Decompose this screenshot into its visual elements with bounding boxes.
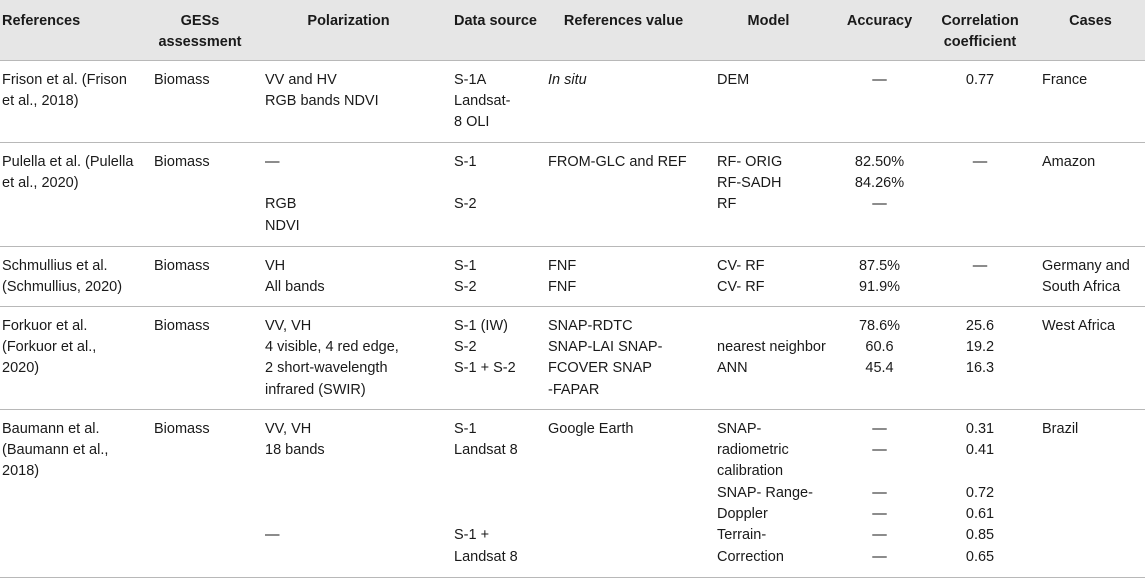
cell-line: S-1 + S-2	[454, 360, 516, 377]
cell-line: RGB bands NDVI	[265, 92, 379, 109]
cell-line: Biomass	[154, 153, 210, 170]
cell-line: Google Earth	[548, 420, 634, 437]
cell-correlation	[924, 246, 1036, 306]
cell-line: S-1	[454, 153, 477, 170]
cell-line: RF- ORIG	[717, 153, 783, 170]
cell-line: S-1	[454, 257, 477, 274]
cell-line	[835, 461, 924, 482]
cell-line: Forkuor et al.	[2, 317, 88, 334]
cell-line: 91.9%	[858, 278, 901, 295]
cell-line: 78.6%	[858, 317, 901, 334]
cell-correlation	[924, 60, 1036, 142]
header-correlation-coefficient: Correlation coefficient	[941, 13, 1019, 50]
cell-ges-assessment	[149, 409, 251, 577]
cell-line: S-2	[454, 338, 477, 355]
cell-line: 0.85	[965, 527, 995, 544]
cell-reference	[0, 409, 149, 577]
cell-line: calibration	[717, 463, 784, 480]
table-row	[0, 306, 1145, 409]
cell-line: In situ	[548, 71, 587, 88]
cell-line: VV and HV	[265, 71, 337, 88]
cell-line: 82.50%	[854, 153, 905, 170]
cell-line: (Baumann et al.,	[2, 441, 109, 458]
header-model: Model	[747, 13, 790, 29]
cell-model	[702, 142, 835, 246]
cell-line: Landsat 8	[454, 441, 518, 458]
cell-line: SNAP-LAI SNAP-	[548, 338, 663, 355]
cell-data-source	[446, 60, 545, 142]
cell-cases	[1036, 60, 1145, 142]
cell-line: France	[1042, 71, 1088, 88]
cell-line: et al., 2020)	[2, 174, 79, 191]
cell-line: RGB	[265, 196, 297, 213]
cell-line: Schmullius et al.	[2, 257, 108, 274]
cell-line: infrared (SWIR)	[265, 381, 366, 398]
cell-line: 18 bands	[265, 441, 325, 458]
cell-line: nearest neighbor	[717, 338, 826, 355]
cell-line: Landsat-	[454, 92, 511, 109]
cell-ges-assessment	[149, 306, 251, 409]
cell-cases	[1036, 246, 1145, 306]
table-row	[0, 60, 1145, 142]
cell-data-source	[446, 409, 545, 577]
cell-line: et al., 2018)	[2, 92, 79, 109]
cell-line: CV- RF	[717, 278, 765, 295]
cell-line: 19.2	[965, 338, 995, 355]
cell-line: Brazil	[1042, 420, 1079, 437]
cell-line: —	[872, 441, 887, 458]
cell-line: SNAP- Range-	[717, 484, 813, 501]
cell-line: S-2	[454, 196, 477, 213]
cell-line: 0.77	[965, 71, 995, 88]
cell-line: —	[972, 257, 988, 274]
cell-cases	[1036, 409, 1145, 577]
cell-correlation	[924, 142, 1036, 246]
cell-line: —	[872, 196, 887, 213]
cell-line: Terrain-	[717, 527, 767, 544]
cell-line: Biomass	[154, 420, 210, 437]
cell-line: 0.31	[965, 420, 995, 437]
cell-line: Biomass	[154, 71, 210, 88]
cell-line	[454, 173, 545, 194]
cell-line: FNF	[548, 278, 577, 295]
cell-line: FCOVER SNAP	[548, 360, 652, 377]
cell-line: Baumann et al.	[2, 420, 100, 437]
cell-line: RF-SADH	[717, 174, 782, 191]
cell-line: CV- RF	[717, 257, 765, 274]
cell-line: S-1 (IW)	[454, 317, 508, 334]
cell-line: 2 short-wavelength	[265, 360, 388, 377]
cell-polarization	[251, 409, 446, 577]
cell-line: 0.61	[965, 506, 995, 523]
cell-line: —	[872, 527, 887, 544]
cell-line: 87.5%	[858, 257, 901, 274]
cell-line: 8 OLI	[454, 114, 490, 131]
cell-reference	[0, 306, 149, 409]
cell-line: S-1A	[454, 71, 487, 88]
cell-polarization	[251, 142, 446, 246]
header-cases: Cases	[1069, 13, 1112, 29]
cell-cases	[1036, 142, 1145, 246]
cell-polarization	[251, 306, 446, 409]
header-references: References	[2, 13, 81, 29]
cell-line: Biomass	[154, 257, 210, 274]
cell-line: SNAP-RDTC	[548, 317, 633, 334]
cell-line	[265, 173, 446, 194]
cell-data-source	[446, 306, 545, 409]
cell-line: —	[265, 527, 280, 544]
cell-line	[265, 504, 446, 525]
cell-correlation	[924, 409, 1036, 577]
cell-line: FROM-GLC and REF	[548, 153, 687, 170]
cell-line: —	[872, 484, 887, 501]
cell-line: S-1 +	[454, 527, 490, 544]
cell-line: Landsat 8	[454, 548, 518, 565]
cell-references-value	[545, 306, 702, 409]
header-data-source: Data source	[453, 13, 537, 29]
cell-ges-assessment	[149, 142, 251, 246]
cell-line	[717, 316, 835, 337]
cell-line: 4 visible, 4 red edge,	[265, 338, 399, 355]
cell-data-source	[446, 246, 545, 306]
cell-accuracy	[835, 142, 924, 246]
cell-line: —	[872, 71, 887, 88]
cell-model	[702, 246, 835, 306]
cell-line: West Africa	[1042, 317, 1116, 334]
cell-model	[702, 306, 835, 409]
cell-line: ANN	[717, 360, 748, 377]
cell-line: —	[972, 153, 988, 170]
table-row	[0, 246, 1145, 306]
cell-line: 2018)	[2, 463, 40, 480]
cell-line: RF	[717, 196, 737, 213]
cell-accuracy	[835, 409, 924, 577]
cell-line: S-2	[454, 278, 477, 295]
table-row	[0, 142, 1145, 246]
cell-data-source	[446, 142, 545, 246]
cell-line: All bands	[265, 278, 325, 295]
cell-line: VV, VH	[265, 420, 312, 437]
cell-line: (Forkuor et al.,	[2, 338, 97, 355]
cell-references-value	[545, 60, 702, 142]
cell-line: South Africa	[1042, 278, 1121, 295]
cell-line	[454, 461, 545, 482]
cell-line	[265, 461, 446, 482]
cell-polarization	[251, 246, 446, 306]
table-row	[0, 409, 1145, 577]
cell-line: 84.26%	[854, 174, 905, 191]
cell-line: Correction	[717, 548, 784, 565]
cell-accuracy	[835, 60, 924, 142]
cell-line: 2020)	[2, 360, 40, 377]
cell-line: (Schmullius, 2020)	[2, 278, 123, 295]
cell-line: —	[872, 506, 887, 523]
cell-references-value	[545, 142, 702, 246]
cell-line: -FAPAR	[548, 381, 600, 398]
cell-line: VV, VH	[265, 317, 312, 334]
cell-line: 0.72	[965, 484, 995, 501]
cell-line: DEM	[717, 71, 750, 88]
cell-accuracy	[835, 306, 924, 409]
cell-model	[702, 60, 835, 142]
cell-line	[265, 483, 446, 504]
cell-references-value	[545, 246, 702, 306]
cell-line: Biomass	[154, 317, 210, 334]
cell-line: —	[265, 153, 280, 170]
cell-line: 0.65	[965, 548, 995, 565]
cell-line: S-1	[454, 420, 477, 437]
cell-line: Pulella et al. (Pulella	[2, 153, 134, 170]
header-accuracy: Accuracy	[846, 13, 913, 29]
cell-polarization	[251, 60, 446, 142]
cell-line	[924, 461, 1036, 482]
cell-line: VH	[265, 257, 286, 274]
cell-ges-assessment	[149, 60, 251, 142]
cell-line	[454, 483, 545, 504]
cell-line: Doppler	[717, 506, 768, 523]
header-polarization: Polarization	[307, 13, 390, 29]
cell-reference	[0, 60, 149, 142]
cell-model	[702, 409, 835, 577]
cell-line: radiometric	[717, 441, 789, 458]
cell-reference	[0, 142, 149, 246]
cell-ges-assessment	[149, 246, 251, 306]
cell-references-value	[545, 409, 702, 577]
header-ges-assessment: GESs assessment	[158, 13, 242, 50]
cell-line: 0.41	[965, 441, 995, 458]
cell-line: SNAP-	[717, 420, 762, 437]
cell-line: Amazon	[1042, 153, 1096, 170]
cell-line: FNF	[548, 257, 577, 274]
cell-line: 16.3	[965, 360, 995, 377]
cell-reference	[0, 246, 149, 306]
cell-line: —	[872, 420, 887, 437]
cell-line: 60.6	[865, 338, 894, 355]
cell-correlation	[924, 306, 1036, 409]
cell-line: NDVI	[265, 217, 300, 234]
cell-line: Germany and	[1042, 257, 1130, 274]
header-references-value: References value	[563, 13, 684, 29]
cell-line: 45.4	[865, 360, 894, 377]
cell-line: 25.6	[965, 317, 995, 334]
cell-cases	[1036, 306, 1145, 409]
cell-line: Frison et al. (Frison	[2, 71, 127, 88]
header-row	[0, 0, 1145, 60]
cell-line	[454, 504, 545, 525]
cell-accuracy	[835, 246, 924, 306]
cell-line: —	[872, 548, 887, 565]
